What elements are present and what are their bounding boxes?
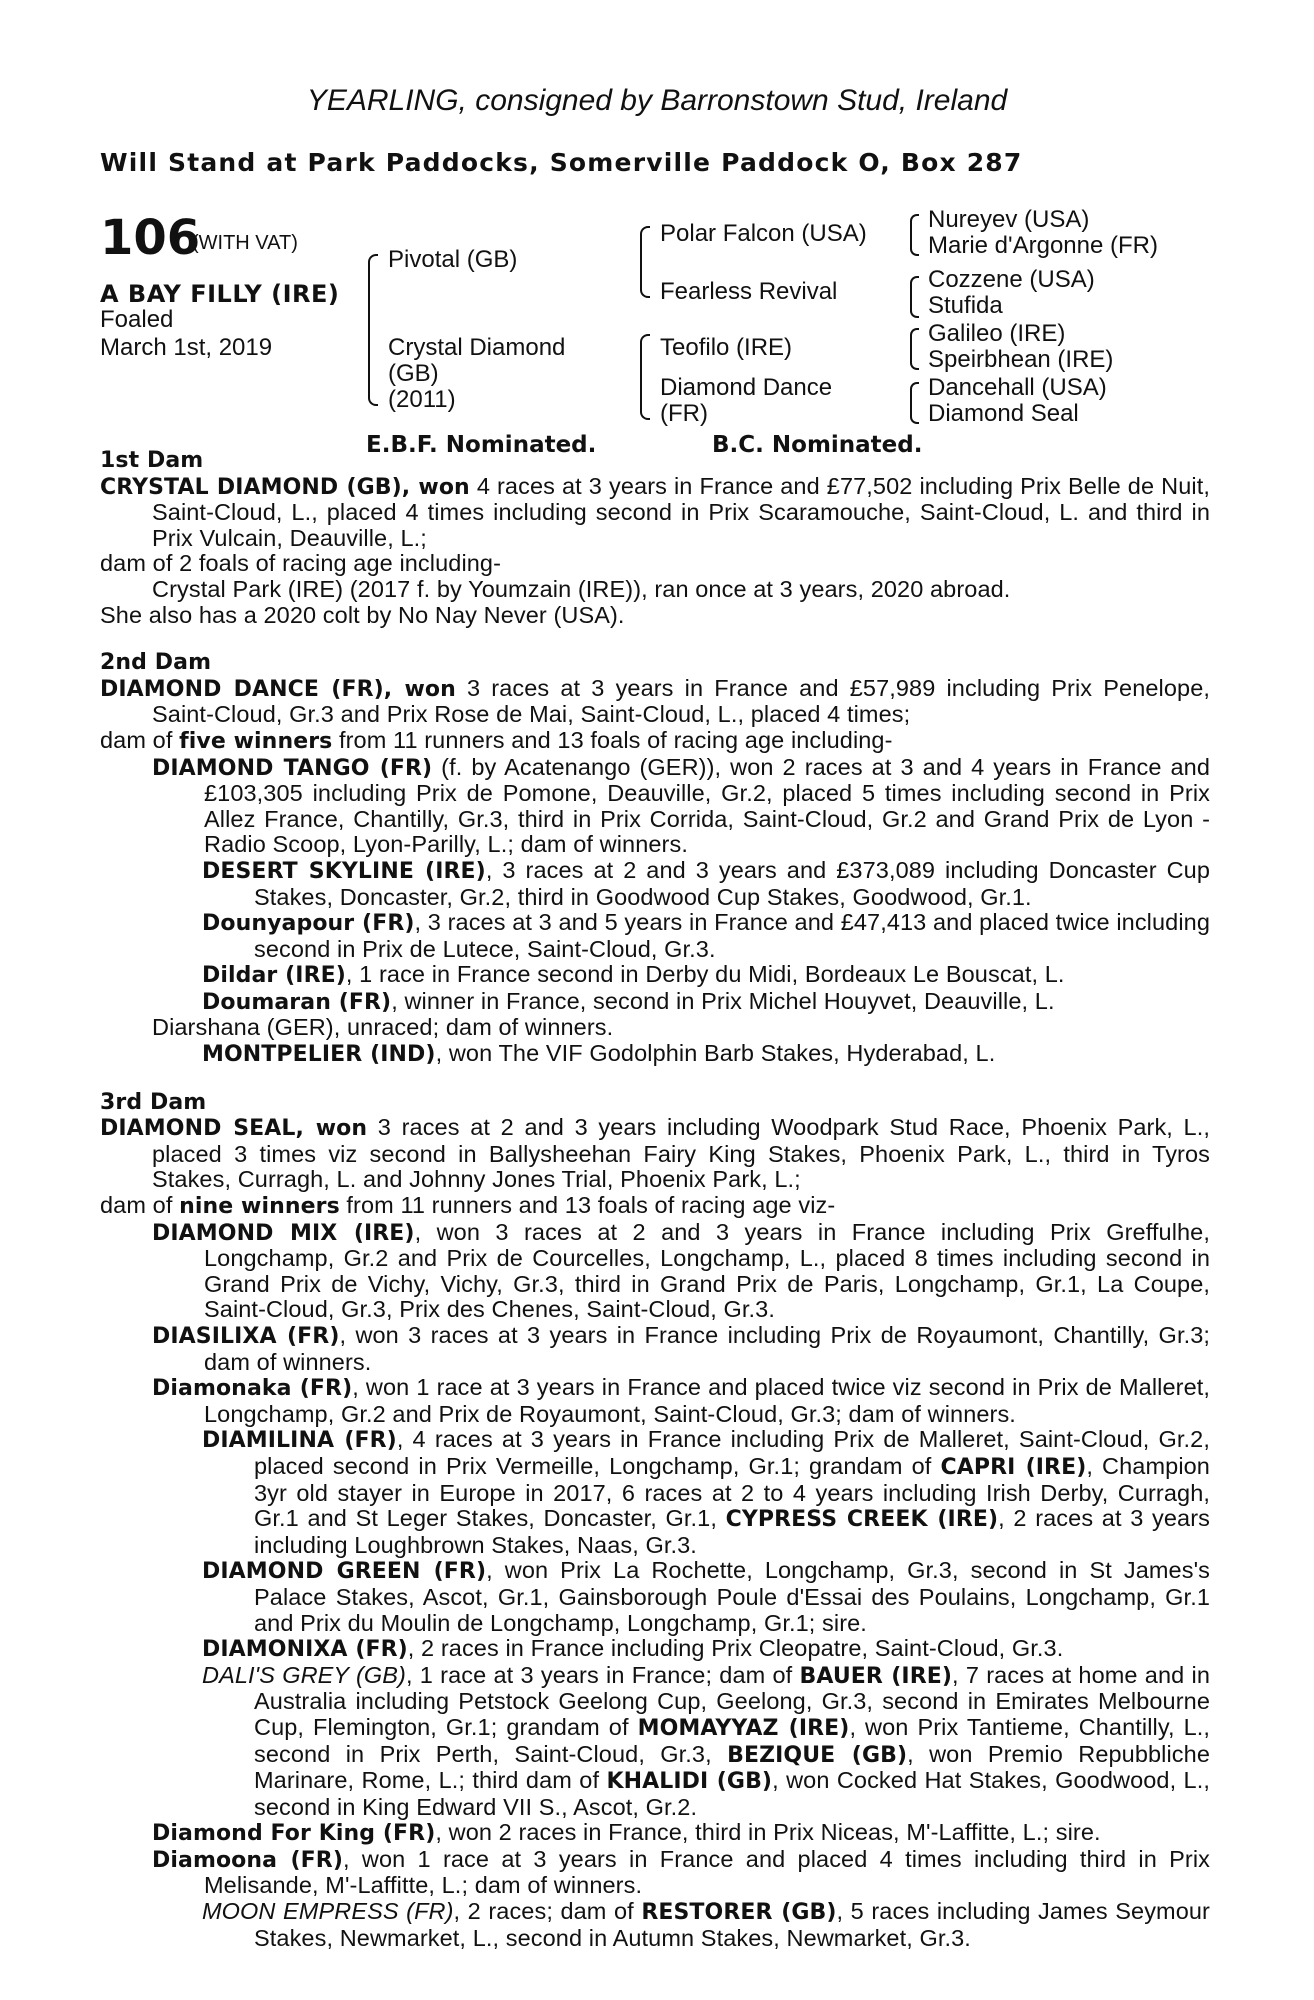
sd-dam: Stufida	[928, 292, 1003, 319]
horse-name: CAPRI (IRE)	[940, 1454, 1087, 1480]
sire-dam: Fearless Revival	[660, 278, 838, 305]
sire-dam-bracket	[368, 254, 378, 406]
horse-record: , won Prix Tantieme, Chantilly, L., second in Prix Perth, Saint-Cloud, Gr.3,	[254, 1713, 1211, 1767]
first-dam-entry	[100, 474, 1210, 552]
produce-item	[100, 1820, 1210, 1847]
produce-item	[100, 858, 1210, 910]
ss-sire: Nureyev (USA)	[928, 206, 1090, 233]
third-dam-heading: 3rd Dam	[100, 1089, 207, 1115]
dam-dam-line1: Diamond Dance	[660, 374, 833, 401]
first-dam-record: 4 races at 3 years in France and £77,502 including Prix Belle de Nuit, Saint-Cloud, L., placed 4 times including second in Prix Scaramouche, Saint-Cloud, L. and third in Prix Vulcain, Deauville, L.;	[152, 472, 1210, 551]
horse-record: , 5 races including James Seymour Stakes, Newmarket, L., second in Autumn Stakes, Newmarket, Gr.3.	[254, 1898, 1210, 1951]
foaled-label: Foaled	[100, 306, 174, 333]
dam-dam-line2: (FR)	[660, 400, 708, 427]
ss-bracket	[910, 214, 919, 256]
produce-item	[100, 1041, 1210, 1068]
stand-location: Will Stand at Park Paddocks, Somerville Paddock O, Box 287	[100, 148, 1023, 177]
horse-record: , won 1 race at 3 years in France and placed twice viz second in Prix de Malleret, Longchamp, Gr.2 and Prix de Royaumont, Saint-Cloud, Gr.3; dam of winners.	[204, 1374, 1210, 1427]
produce-item	[100, 1663, 1210, 1821]
second-dam-name: DIAMOND DANCE (FR), won	[100, 676, 456, 702]
dd-sire: Dancehall (USA)	[928, 374, 1107, 401]
vat-note: (WITH VAT)	[192, 232, 298, 254]
horse-name: Diamond For King (FR)	[152, 1821, 436, 1847]
horse-record: , won The VIF Godolphin Barb Stakes, Hyderabad, L.	[435, 1040, 996, 1067]
horse-name: MOMAYYAZ (IRE)	[637, 1715, 850, 1741]
intro-text: from 11 runners and 13 foals of racing age including-	[332, 726, 893, 753]
horse-name: Dounyapour (FR)	[202, 911, 415, 937]
horse-record: , won Premio Repubbliche Marinare, Rome, L.; third dam of	[254, 1740, 1210, 1794]
horse-name: Diamoona (FR)	[152, 1847, 343, 1873]
ss-dam: Marie d'Argonne (FR)	[928, 232, 1158, 259]
horse-record: , 1 race in France second in Derby du Midi, Bordeaux Le Bouscat, L.	[345, 961, 1065, 988]
horse-name: DIAMOND TANGO (FR)	[152, 755, 433, 781]
produce-item	[100, 1899, 1210, 1951]
second-dam-heading: 2nd Dam	[100, 650, 212, 676]
winners-count: nine winners	[179, 1194, 340, 1220]
sire-sire: Polar Falcon (USA)	[660, 220, 867, 247]
first-dam-name: CRYSTAL DIAMOND (GB), won	[100, 474, 470, 500]
second-dam-entry	[100, 676, 1210, 728]
foaled-date: March 1st, 2019	[100, 334, 273, 361]
dam-line2: (GB)	[388, 360, 439, 387]
produce-item	[100, 1375, 1210, 1427]
horse-name: CYPRESS CREEK (IRE)	[725, 1507, 999, 1533]
third-dam-entry	[100, 1115, 1210, 1193]
ds-sire: Galileo (IRE)	[928, 320, 1066, 347]
horse-name: BAUER (IRE)	[799, 1663, 953, 1689]
lot-number: 106	[100, 210, 201, 266]
horse-record: , 2 races; dam of	[453, 1898, 642, 1925]
lot-description: A BAY FILLY (IRE)	[100, 280, 340, 308]
produce-item	[100, 1220, 1210, 1323]
horse-record: (f. by Acatenango (GER)), won 2 races at 3 and 4 years in France and £103,305 including Prix de Pomone, Deauville, Gr.2, placed 5 times including second in Prix Allez France, Chantilly, Gr.3, third in Prix Corrida, Saint-Cloud, Gr.2 and Grand Prix de Lyon - Radio Scoop, Lyon-Parilly, L.; dam of winners.	[204, 753, 1210, 858]
dam-line-bracket	[640, 334, 650, 420]
horse-name: MONTPELIER (IND)	[202, 1042, 436, 1068]
horse-record: , won Cocked Hat Stakes, Goodwood, L., second in King Edward VII S., Ascot, Gr.2.	[254, 1767, 1210, 1820]
horse-record: , won Prix La Rochette, Longchamp, Gr.3, second in St James's Palace Stakes, Ascot, Gr.1, Gainsborough Poule d'Essai des Poulains, Longchamp, Gr.1 and Prix du Moulin de Longchamp, Longchamp, Gr.1; sire.	[254, 1557, 1211, 1636]
horse-name: DIAMONIXA (FR)	[202, 1637, 408, 1663]
horse-name: DIAMOND GREEN (FR)	[202, 1559, 487, 1585]
horse-name: Diamonaka (FR)	[152, 1376, 353, 1402]
produce-item	[100, 1636, 1210, 1663]
winners-count: five winners	[179, 728, 333, 754]
horse-record: , 3 races at 3 and 5 years in France and £47,413 and placed twice including second in Prix de Lutece, Saint-Cloud, Gr.3.	[254, 909, 1210, 962]
first-dam-produce-intro: dam of 2 foals of racing age including-	[100, 550, 502, 577]
intro-text: dam of	[100, 726, 180, 753]
produce-item	[100, 989, 1210, 1016]
horse-name: Dildar (IRE)	[202, 963, 346, 989]
horse-record: , 3 races at 2 and 3 years and £373,089 including Doncaster Cup Stakes, Doncaster, Gr.2, third in Goodwood Cup Stakes, Goodwood, Gr.1.	[254, 856, 1211, 910]
intro-text: dam of	[100, 1192, 180, 1219]
horse-name: DESERT SKYLINE (IRE)	[202, 858, 486, 884]
second-dam-record: 3 races at 3 years in France and £57,989 including Prix Penelope, Saint-Cloud, Gr.3 and Prix Rose de Mai, Saint-Cloud, L., placed 4 times;	[152, 674, 1210, 728]
dam-sire: Teofilo (IRE)	[660, 334, 793, 361]
horse-record: , 1 race at 3 years in France; dam of	[405, 1661, 800, 1688]
produce-item	[100, 755, 1210, 858]
horse-record: , 2 races in France including Prix Cleopatre, Saint-Cloud, Gr.3.	[407, 1635, 1064, 1662]
ds-bracket	[910, 328, 919, 370]
consignment-line: YEARLING, consigned by Barronstown Stud, Ireland	[306, 84, 1008, 117]
sd-sire: Cozzene (USA)	[928, 266, 1095, 293]
third-dam-record: 3 races at 2 and 3 years including Woodpark Stud Race, Phoenix Park, L., placed 3 times viz second in Ballysheehan Fairy King Stakes, Phoenix Park, L., third in Tyros Stakes, Curragh, L. and Johnny Jones Trial, Phoenix Park, L.;	[152, 1114, 1210, 1193]
horse-name: MOON EMPRESS (FR)	[202, 1898, 454, 1925]
produce-item: Diarshana (GER), unraced; dam of winners.	[152, 1014, 614, 1041]
bc-nominated: B.C. Nominated.	[712, 432, 923, 458]
ebf-nominated: E.B.F. Nominated.	[366, 432, 597, 458]
first-dam-heading: 1st Dam	[100, 448, 204, 473]
horse-name: Doumaran (FR)	[202, 989, 392, 1015]
horse-record: , 2 races at 3 years including Loughbrown Stakes, Naas, Gr.3.	[254, 1505, 1210, 1558]
produce-item	[100, 962, 1210, 989]
horse-record: , 4 races at 3 years in France including Prix de Malleret, Saint-Cloud, Gr.2, placed second in Prix Vermeille, Longchamp, Gr.1; grandam of	[254, 1426, 1210, 1479]
horse-name: DIAMILINA (FR)	[202, 1428, 397, 1454]
horse-name: DIASILIXA (FR)	[152, 1324, 340, 1349]
intro-text: from 11 runners and 13 foals of racing age viz-	[339, 1192, 836, 1219]
horse-name: DIAMOND MIX (IRE)	[152, 1220, 415, 1246]
catalogue-body	[100, 448, 1210, 1951]
horse-record: , won 3 races at 3 years in France including Prix de Royaumont, Chantilly, Gr.3; dam of winners.	[204, 1322, 1210, 1375]
horse-name: BEZIQUE (GB)	[727, 1742, 908, 1768]
dd-bracket	[910, 382, 919, 424]
horse-name: KHALIDI (GB)	[606, 1769, 773, 1795]
produce-item	[100, 1323, 1210, 1375]
third-dam-produce-intro	[100, 1193, 1210, 1220]
horse-record: , Champion 3yr old stayer in Europe in 2017, 6 races at 2 to 4 years including Irish Derby, Curragh, Gr.1 and St Leger Stakes, Doncaster, Gr.1,	[254, 1452, 1210, 1532]
horse-record: , won 3 races at 2 and 3 years in France including Prix Greffulhe, Longchamp, Gr.2 and Prix de Courcelles, Longchamp, L., placed 8 times including second in Grand Prix de Vichy, Vichy, Gr.3, third in Grand Prix de Paris, Longchamp, Gr.1, La Coupe, Saint-Cloud, Gr.3, Prix des Chenes, Saint-Cloud, Gr.3.	[204, 1218, 1210, 1323]
dd-dam: Diamond Seal	[928, 400, 1079, 427]
sire-line-bracket	[640, 226, 650, 298]
horse-name: DALI'S GREY (GB)	[202, 1661, 406, 1688]
horse-record: , won 2 races in France, third in Prix Niceas, M'-Laffitte, L.; sire.	[435, 1819, 1101, 1846]
produce-item	[100, 910, 1210, 962]
third-dam-name: DIAMOND SEAL, won	[100, 1116, 368, 1142]
first-dam-also: She also has a 2020 colt by No Nay Never (USA).	[100, 601, 625, 628]
produce-item	[100, 1427, 1210, 1558]
second-dam-produce-intro	[100, 728, 1210, 755]
dam-line1: Crystal Diamond	[388, 334, 566, 361]
horse-record: , 7 races at home and in Australia including Petstock Geelong Cup, Geelong, Gr.3, second in Emirates Melbourne Cup, Flemington, Gr.1; grandam of	[254, 1661, 1210, 1740]
produce-item: Crystal Park (IRE) (2017 f. by Youmzain (IRE)), ran once at 3 years, 2020 abroad.	[152, 575, 1011, 602]
produce-item	[100, 1558, 1210, 1636]
sire: Pivotal (GB)	[388, 246, 518, 273]
dam-line3: (2011)	[388, 386, 456, 413]
sd-bracket	[910, 276, 919, 318]
produce-item	[100, 1847, 1210, 1899]
horse-record: , winner in France, second in Prix Michel Houyvet, Deauville, L.	[391, 987, 1055, 1014]
horse-record: , won 1 race at 3 years in France and placed 4 times including third in Prix Melisande, M'-Laffitte, L.; dam of winners.	[204, 1845, 1210, 1899]
ds-dam: Speirbhean (IRE)	[928, 346, 1114, 373]
horse-name: RESTORER (GB)	[641, 1900, 837, 1926]
